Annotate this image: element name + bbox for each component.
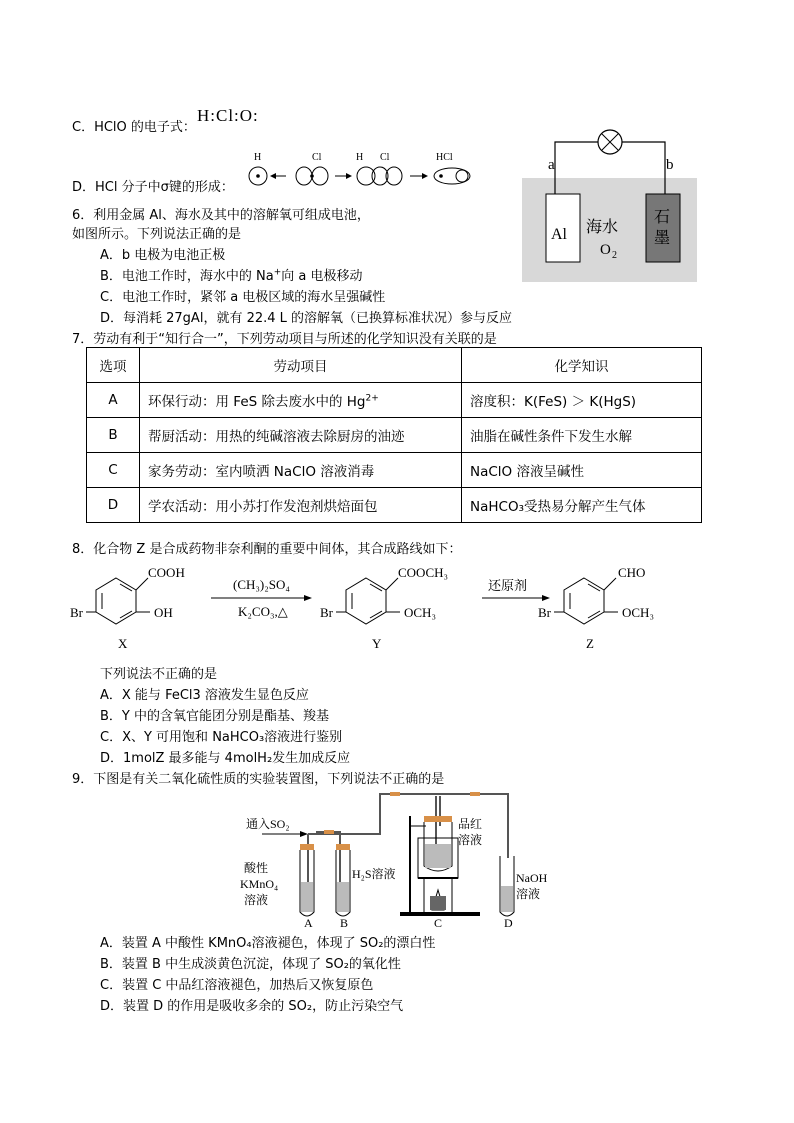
molecule-y <box>320 565 448 651</box>
kmno4-label-3: 溶液 <box>244 893 269 907</box>
q6-stem-line2: 如图所示。下列说法正确的是 <box>72 227 242 242</box>
cl-atom-label-2: Cl <box>380 152 390 163</box>
header-labor: 劳动项目 <box>140 348 462 383</box>
q7-table <box>86 347 702 523</box>
table-row: D 学农活动：用小苏打作发泡剂烘焙面包 NaHCO₃受热易分解产生气体 <box>87 488 702 523</box>
pinhong-label-2: 溶液 <box>458 833 483 847</box>
q9-option-d: D．装置 D 的作用是吸收多余的 SO₂，防止污染空气 <box>100 999 404 1014</box>
reducing-agent: 还原剂 <box>488 578 528 593</box>
q9-stem: 9．下图是有关二氧化硫性质的实验装置图，下列说法不正确的是 <box>72 772 445 787</box>
q8-option-d: D．1molZ 最多能与 4molH₂发生加成反应 <box>100 751 351 766</box>
hcl-label: HCl <box>436 152 453 163</box>
option-d-label: D．HCl 分子中σ键的形成： <box>72 180 234 195</box>
naoh-label-1: NaOH <box>516 871 548 885</box>
svg-text:CHO: CHO <box>618 565 646 580</box>
svg-text:Z: Z <box>586 636 594 651</box>
svg-text:OH: OH <box>154 605 173 620</box>
h-atom-label: H <box>254 152 262 163</box>
o2-label: O <box>600 242 611 258</box>
svg-text:D: D <box>504 916 513 930</box>
naoh-label-2: 溶液 <box>516 887 541 901</box>
graphite-label-2: 墨 <box>654 230 671 247</box>
kmno4-label-1: 酸性 <box>244 861 269 875</box>
condition-1: K₂CO₃,△ <box>238 604 288 619</box>
q8-stem: 8．化合物 Z 是合成药物非奈利酮的重要中间体，其合成路线如下： <box>72 542 462 557</box>
q6-option-d: D．每消耗 27gAl，就有 22.4 L 的溶解氧（已换算标准状况）参与反应 <box>100 311 513 326</box>
svg-text:A: A <box>304 916 313 930</box>
kmno4-label-2: KMnO₄ <box>240 877 279 891</box>
graphite-electrode <box>646 194 680 262</box>
o2-sub: 2 <box>612 250 617 261</box>
q6-option-c: C．电池工作时，紧邻 a 电极区域的海水呈强碱性 <box>100 290 386 305</box>
header-knowledge: 化学知识 <box>462 348 702 383</box>
graphite-label-1: 石 <box>654 209 671 226</box>
svg-text:OCH₃: OCH₃ <box>622 605 654 620</box>
option-c-label: C．HClO 的电子式： <box>72 120 196 135</box>
svg-text:OCH₃: OCH₃ <box>404 605 436 620</box>
q8-option-b: B．Y 中的含氧官能团分别是酯基、羧基 <box>100 709 329 724</box>
svg-text:B: B <box>340 916 349 930</box>
cl-p-orbital <box>296 167 312 185</box>
svg-text:Br: Br <box>320 605 333 620</box>
tube-d <box>500 856 514 930</box>
q9-option-a: A．装置 A 中酸性 KMnO₄溶液褪色，体现了 SO₂的漂白性 <box>100 936 436 951</box>
q9-option-c: C．装置 C 中品红溶液褪色，加热后又恢复原色 <box>100 978 374 993</box>
svg-text:C: C <box>434 916 443 930</box>
q8-option-a: A．X 能与 FeCl3 溶液发生显色反应 <box>100 688 309 703</box>
svg-text:Y: Y <box>372 636 382 651</box>
svg-text:Br: Br <box>70 605 83 620</box>
q9-option-b: B．装置 B 中生成淡黄色沉淀，体现了 SO₂的氧化性 <box>100 957 401 972</box>
q6-stem-line1: 6．利用金属 Al、海水及其中的溶解氧可组成电池， <box>72 208 370 223</box>
svg-text:COOH: COOH <box>148 565 185 580</box>
cl-atom-label: Cl <box>312 152 322 163</box>
q8-option-c: C．X、Y 可用饱和 NaHCO₃溶液进行鉴别 <box>100 730 343 745</box>
h2s-label: H₂S溶液 <box>352 867 396 881</box>
sigma-bond-diagram <box>240 148 480 192</box>
electrode-b-label: b <box>666 157 674 173</box>
pinhong-label-1: 品红 <box>458 817 483 831</box>
electrode-a-label: a <box>548 157 555 173</box>
seawater-label: 海水 <box>586 219 619 236</box>
table-header-row <box>87 348 702 383</box>
tube-b <box>336 844 350 930</box>
q8-intro: 下列说法不正确的是 <box>100 667 218 682</box>
table-row: B 帮厨活动：用热的纯碱溶液去除厨房的油迹 油脂在碱性条件下发生水解 <box>87 418 702 453</box>
header-option: 选项 <box>87 348 140 383</box>
al-label: Al <box>551 226 567 243</box>
svg-text:COOCH₃: COOCH₃ <box>398 565 449 580</box>
q7-stem: 7．劳动有利于“知行合一”，下列劳动项目与所述的化学知识没有关联的是 <box>72 332 497 347</box>
so2-apparatus-diagram <box>240 786 560 928</box>
molecule-x <box>70 565 185 651</box>
svg-text:Br: Br <box>538 605 551 620</box>
svg-text:X: X <box>118 636 128 651</box>
reagent-1: (CH₃)₂SO₄ <box>233 577 290 592</box>
q6-option-a: A．b 电极为电池正极 <box>100 248 226 263</box>
battery-diagram <box>520 122 700 286</box>
table-row: C 家务劳动：室内喷洒 NaClO 溶液消毒 NaClO 溶液呈碱性 <box>87 453 702 488</box>
molecule-z <box>538 565 654 651</box>
hclo-electron-formula: H:Cl:O: <box>197 106 259 125</box>
table-row: A 环保行动：用 FeS 除去废水中的 $Hg^{2+}$ 溶度积：K(FeS) ＞ K(HgS) <box>87 383 702 418</box>
h-atom-label-2: H <box>356 152 364 163</box>
synthesis-route-diagram <box>68 560 668 652</box>
q6-option-b: B．电池工作时，海水中的 Na+向 a 电极移动 <box>100 267 363 284</box>
inlet-label: 通入SO₂ <box>246 817 290 831</box>
